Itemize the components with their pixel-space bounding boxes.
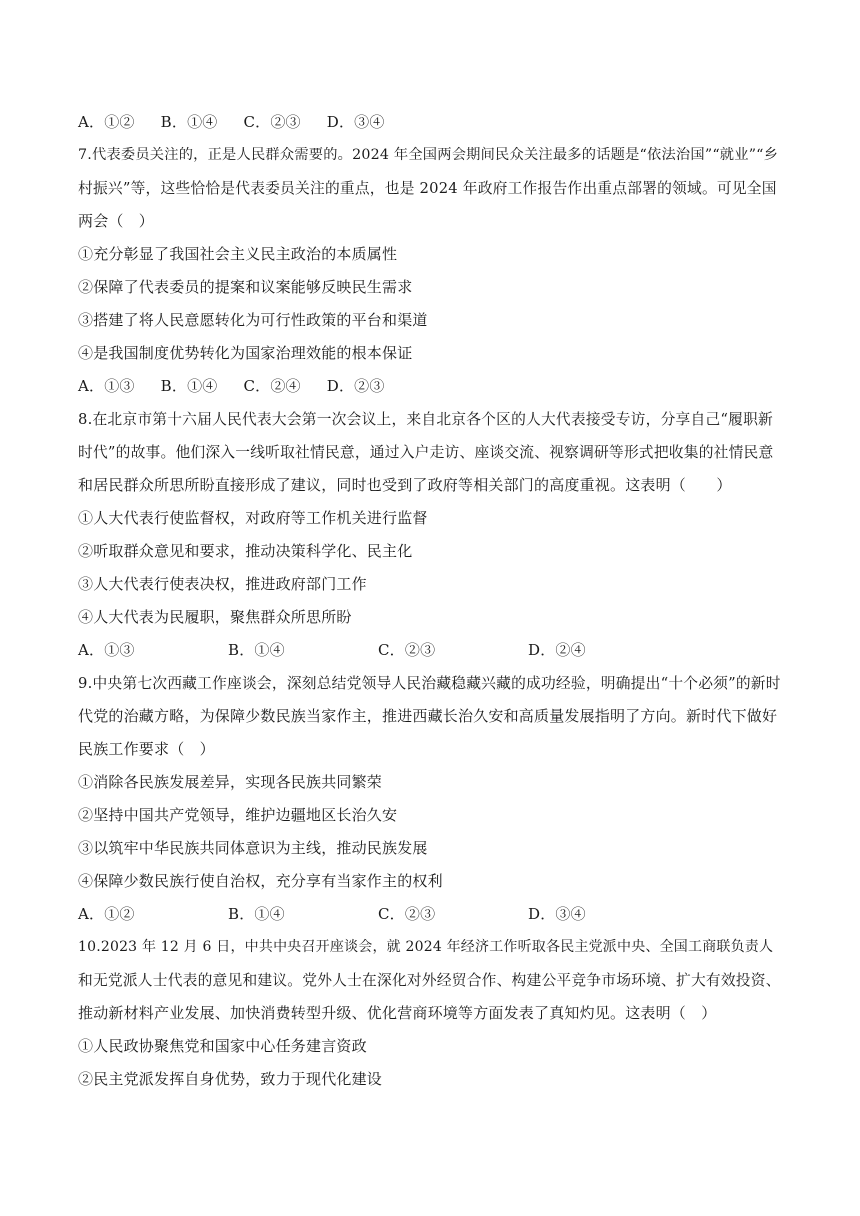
q7-option-d[interactable]: D．②③ xyxy=(326,377,385,395)
q10-stem-line-1: 10.2023 年 12 月 6 日，中共中央召开座谈会，就 2024 年经济工作听取各民主党派中央、全国工商联负责人 xyxy=(78,939,774,955)
q7-stem-line-3: 两会（ ） xyxy=(78,212,155,230)
q8-stem-line-2: 时代”的故事。他们深入一线听取社情民意，通过入户走访、座谈交流、视察调研等形式把收集的社情民意 xyxy=(78,444,774,461)
q9-option-a[interactable]: A．①② xyxy=(78,905,135,923)
q7-stem-line-2: 村振兴”等，这些恰恰是代表委员关注的重点，也是 2024 年政府工作报告作出重点部署的领域。可见全国 xyxy=(78,180,777,197)
exam-page xyxy=(78,106,784,1096)
q7-item-3: ③搭建了将人民意愿转化为可行性政策的平台和渠道 xyxy=(78,311,428,329)
q9-item-4: ④保障少数民族行使自治权，充分享有当家作主的权利 xyxy=(78,872,443,890)
q9-stem-line-1: 9.中央第七次西藏工作座谈会，深刻总结党领导人民治藏稳藏兴藏的成功经验，明确提出“十个必须”的新时 xyxy=(78,675,781,692)
q8-stem-line-1: 8.在北京市第十六届人民代表大会第一次会议上，来自北京各个区的人大代表接受专访，分享自己“履职新 xyxy=(78,411,773,428)
q8-item-1: ①人大代表行使监督权，对政府等工作机关进行监督 xyxy=(78,509,428,527)
q8-item-4: ④人大代表为民履职，聚焦群众所思所盼 xyxy=(78,608,352,626)
q8-item-2: ②听取群众意见和要求，推动决策科学化、民主化 xyxy=(78,542,413,560)
q6-option-d[interactable]: D．③④ xyxy=(326,113,385,131)
q6-options xyxy=(78,106,784,139)
q7-option-b[interactable]: B．①④ xyxy=(160,377,218,395)
q9-item-2: ②坚持中国共产党领导，维护边疆地区长治久安 xyxy=(78,806,398,824)
q8-stem-line-3: 和居民群众所思所盼直接形成了建议，同时也受到了政府等相关部门的高度重视。这表明（ ） xyxy=(78,476,732,494)
q7-item-2: ②保障了代表委员的提案和议案能够反映民生需求 xyxy=(78,278,413,296)
q7-item-1: ①充分彰显了我国社会主义民主政治的本质属性 xyxy=(78,245,398,263)
q8-option-d[interactable]: D．②④ xyxy=(528,641,586,659)
q6-option-a[interactable]: A．①② xyxy=(78,113,135,131)
q7-options xyxy=(78,370,784,403)
q7-option-c[interactable]: C．②④ xyxy=(243,377,301,395)
question-10 xyxy=(78,931,784,1096)
q7-stem-line-1: 7.代表委员关注的，正是人民群众需要的。2024 年全国两会期间民众关注最多的话题是“依法治国”“就业”“乡 xyxy=(78,147,779,163)
q9-option-c[interactable]: C．②③ xyxy=(378,905,436,923)
q10-item-2: ②民主党派发挥自身优势，致力于现代化建设 xyxy=(78,1070,383,1088)
q7-option-a[interactable]: A．①③ xyxy=(78,377,135,395)
q8-option-a[interactable]: A．①③ xyxy=(78,641,135,659)
q8-option-b[interactable]: B．①④ xyxy=(228,641,285,659)
q8-item-3: ③人大代表行使表决权，推进政府部门工作 xyxy=(78,575,367,593)
q9-stem-line-3: 民族工作要求（ ） xyxy=(78,740,215,758)
q9-options xyxy=(78,898,784,931)
q8-option-c[interactable]: C．②③ xyxy=(378,641,436,659)
q8-options xyxy=(78,634,784,667)
q10-stem-line-3: 推动新材料产业发展、加快消费转型升级、优化营商环境等方面发表了真知灼见。这表明（ ） xyxy=(78,1004,717,1022)
q7-item-4: ④是我国制度优势转化为国家治理效能的根本保证 xyxy=(78,344,413,362)
question-8 xyxy=(78,403,784,667)
q6-option-b[interactable]: B．①④ xyxy=(160,113,218,131)
q6-option-c[interactable]: C．②③ xyxy=(243,113,301,131)
question-7 xyxy=(78,139,784,403)
q9-option-b[interactable]: B．①④ xyxy=(228,905,285,923)
q10-item-1: ①人民政协聚焦党和国家中心任务建言资政 xyxy=(78,1037,367,1055)
q10-stem-line-2: 和无党派人士代表的意见和建议。党外人士在深化对外经贸合作、构建公平竞争市场环境、扩大有效投资、 xyxy=(78,972,781,989)
q9-stem-line-2: 代党的治藏方略，为保障少数民族当家作主，推进西藏长治久安和高质量发展指明了方向。新时代下做好 xyxy=(78,707,778,725)
question-9 xyxy=(78,667,784,931)
q9-option-d[interactable]: D．③④ xyxy=(528,905,586,923)
q9-item-3: ③以筑牢中华民族共同体意识为主线，推动民族发展 xyxy=(78,839,428,857)
q9-item-1: ①消除各民族发展差异，实现各民族共同繁荣 xyxy=(78,773,383,791)
